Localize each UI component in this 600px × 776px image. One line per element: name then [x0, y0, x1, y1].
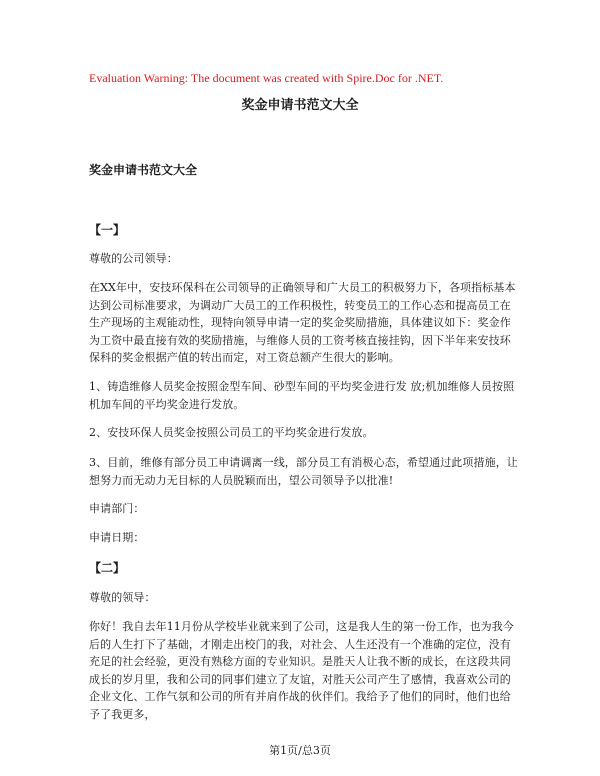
list-item-3: 3、目前，维修有部分员工申请调离一线，部分员工有消极心态，希望通过此项措施，让想努力而无动力无目标的人员脱颖而出，望公司领导予以批准! — [89, 456, 518, 487]
page-footer: 第1页/总3页 — [269, 744, 331, 757]
salutation-2: 尊敬的领导： — [89, 591, 156, 604]
list-item-2: 2、安技环保人员奖金按照公司员工的平均奖金进行发放。 — [89, 426, 374, 439]
apply-date: 申请日期： — [89, 531, 145, 544]
salutation-1: 尊敬的公司领导： — [89, 252, 178, 265]
section-heading-2: 【二】 — [89, 561, 126, 575]
document-title: 奖金申请书范文大全 — [241, 98, 359, 113]
paragraph-1: 在XX年中，安技环保科在公司领导的正确领导和广大员工的积极努力下，各项指标基本达到公司标准要求，为调动广大员工的工作积极性，转变员工的工作心态和提高员工在生产现场的主观能动性，现特向领导申请一定的奖金奖励措施，具体建议如下：奖金作为工资中最直接有效的奖励措施，与维修人员的工资考核直接挂钩，因下半年来安技环保科的奖金根据产值的转出而定，对工资总额产生很大的影响。 — [89, 281, 516, 364]
section-heading-1: 【一】 — [89, 223, 126, 237]
apply-department: 申请部门： — [89, 502, 145, 515]
evaluation-warning: Evaluation Warning: The document was created with Spire.Doc for .NET. — [89, 71, 444, 85]
paragraph-2: 你好！我自去年11月份从学校毕业就来到了公司，这是我人生的第一份工作，也为我今后的人生打下了基础，才刚走出校门的我，对社会、人生还没有一个准确的定位，没有充足的社会经验，更没有熟稔方面的专业知识。是胜天人让我不断的成长，在这段共同成长的岁月里，我和公司的同事们建立了友谊，对胜天公司产生了感情，我喜欢公司的企业文化、工作气氛和公司的所有并肩作战的伙伴们。我给予了他们的同时，他们也给予了我更多， — [89, 620, 514, 721]
document-subtitle: 奖金申请书范文大全 — [89, 163, 198, 177]
list-item-1: 1、铸造维修人员奖金按照金型车间、砂型车间的平均奖金进行发 放;机加维修人员按照机加车间的平均奖金进行发放。 — [89, 380, 515, 411]
